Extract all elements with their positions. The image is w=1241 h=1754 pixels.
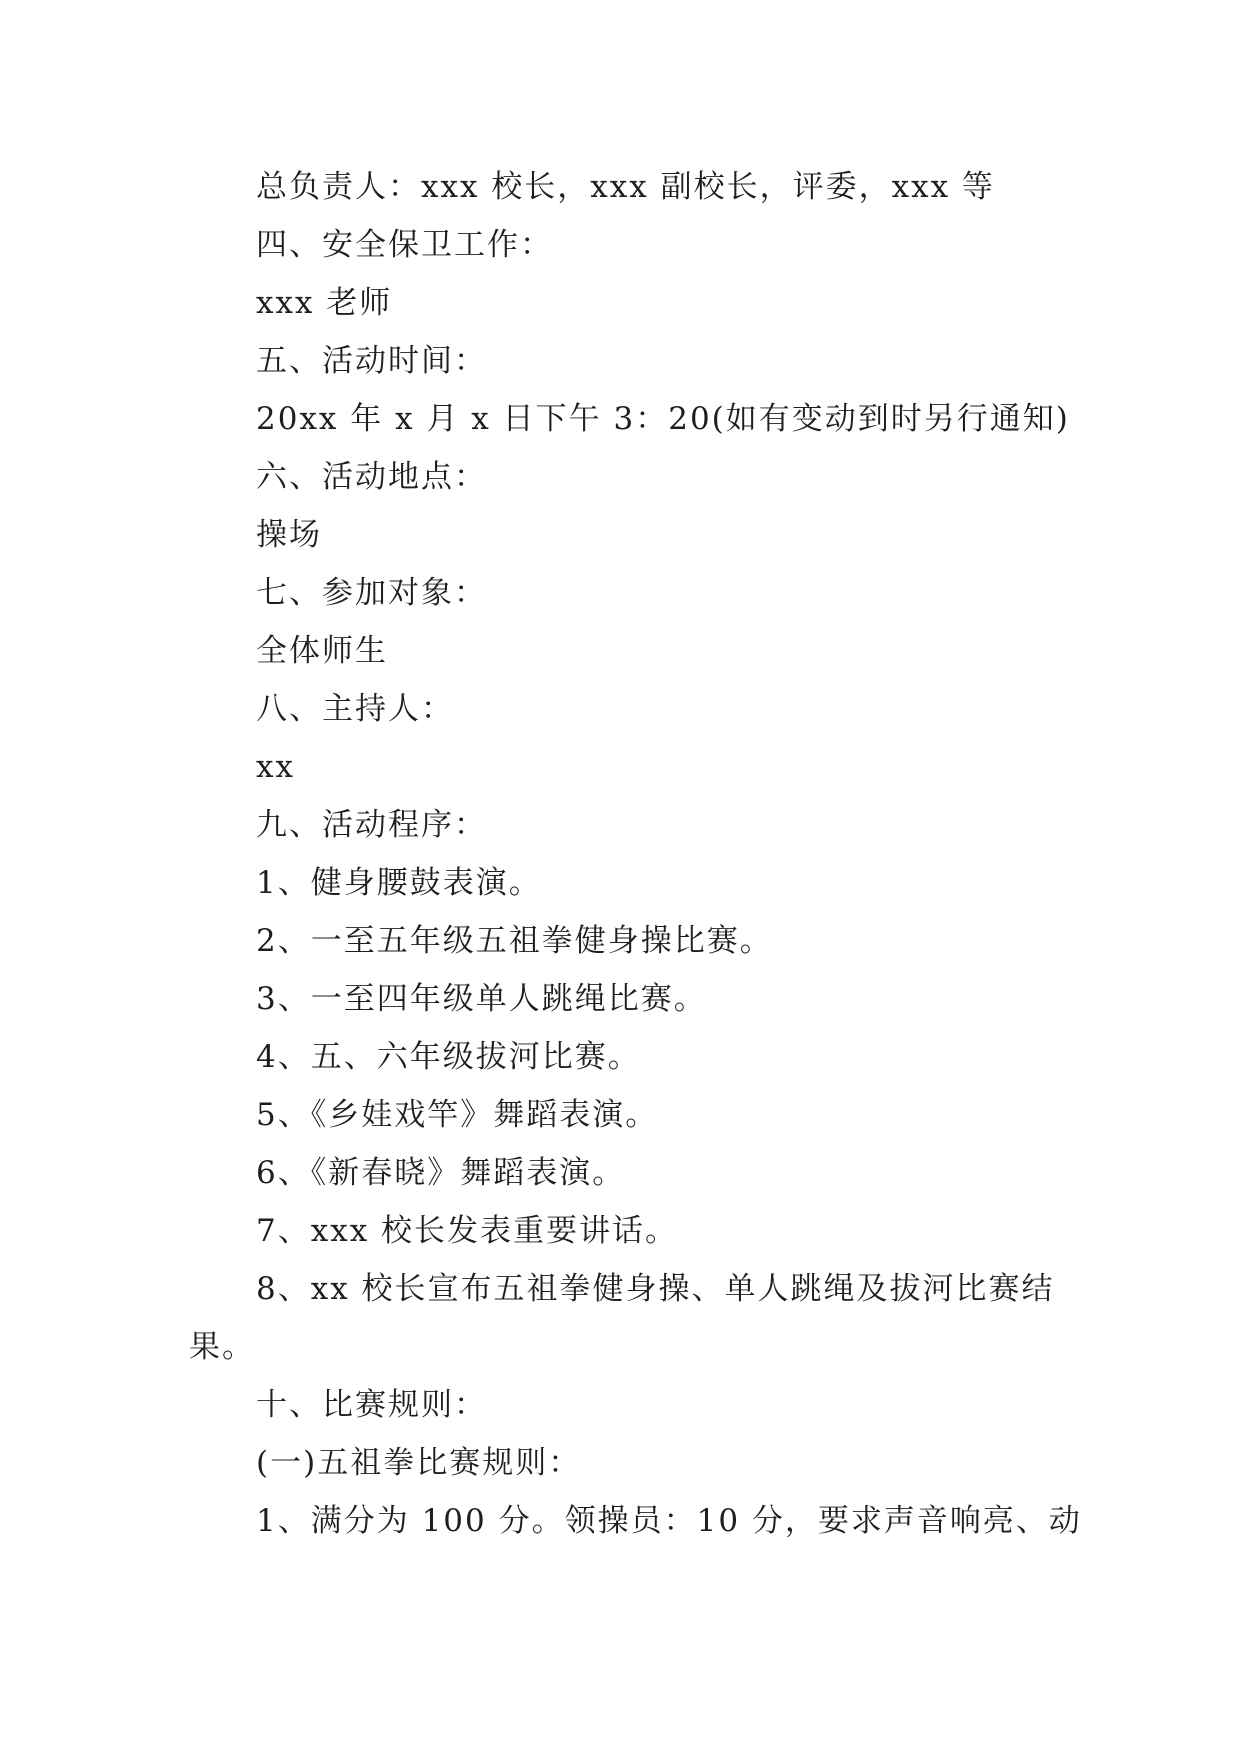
document-body <box>189 158 1082 1550</box>
list-item: 6、《新春晓》舞蹈表演。 <box>256 1155 626 1191</box>
section-heading: 九、活动程序： <box>256 807 487 843</box>
text-line: 总负责人：xxx 校长，xxx 副校长，评委，xxx 等 <box>256 169 995 205</box>
section-heading: 五、活动时间： <box>256 343 487 379</box>
list-item: 5、《乡娃戏竿》舞蹈表演。 <box>256 1097 659 1133</box>
text-line: xx <box>256 749 295 785</box>
list-item: 1、满分为 100 分。领操员：10 分，要求声音响亮、动 <box>256 1503 1082 1539</box>
list-item: 2、一至五年级五祖拳健身操比赛。 <box>256 923 773 959</box>
section-heading: 六、活动地点： <box>256 459 487 495</box>
section-heading: 十、比赛规则： <box>256 1387 487 1423</box>
text-line: 20xx 年 x 月 x 日下午 3：20(如有变动到时另行通知) <box>256 401 1070 437</box>
text-line: xxx 老师 <box>256 285 393 321</box>
subsection-heading: (一)五祖拳比赛规则： <box>256 1445 582 1481</box>
section-heading: 八、主持人： <box>256 691 454 727</box>
list-item: 3、一至四年级单人跳绳比赛。 <box>256 981 707 1017</box>
list-item: 1、健身腰鼓表演。 <box>256 865 542 901</box>
section-heading: 七、参加对象： <box>256 575 487 611</box>
list-item: 7、xxx 校长发表重要讲话。 <box>256 1213 679 1249</box>
text-line: 操场 <box>256 517 322 553</box>
text-line: 全体师生 <box>256 633 388 669</box>
list-item: 4、五、六年级拔河比赛。 <box>256 1039 641 1075</box>
list-item-continuation: 果。 <box>189 1329 255 1365</box>
section-heading: 四、安全保卫工作： <box>256 227 553 263</box>
list-item: 8、xx 校长宣布五祖拳健身操、单人跳绳及拔河比赛结 <box>256 1271 1055 1307</box>
